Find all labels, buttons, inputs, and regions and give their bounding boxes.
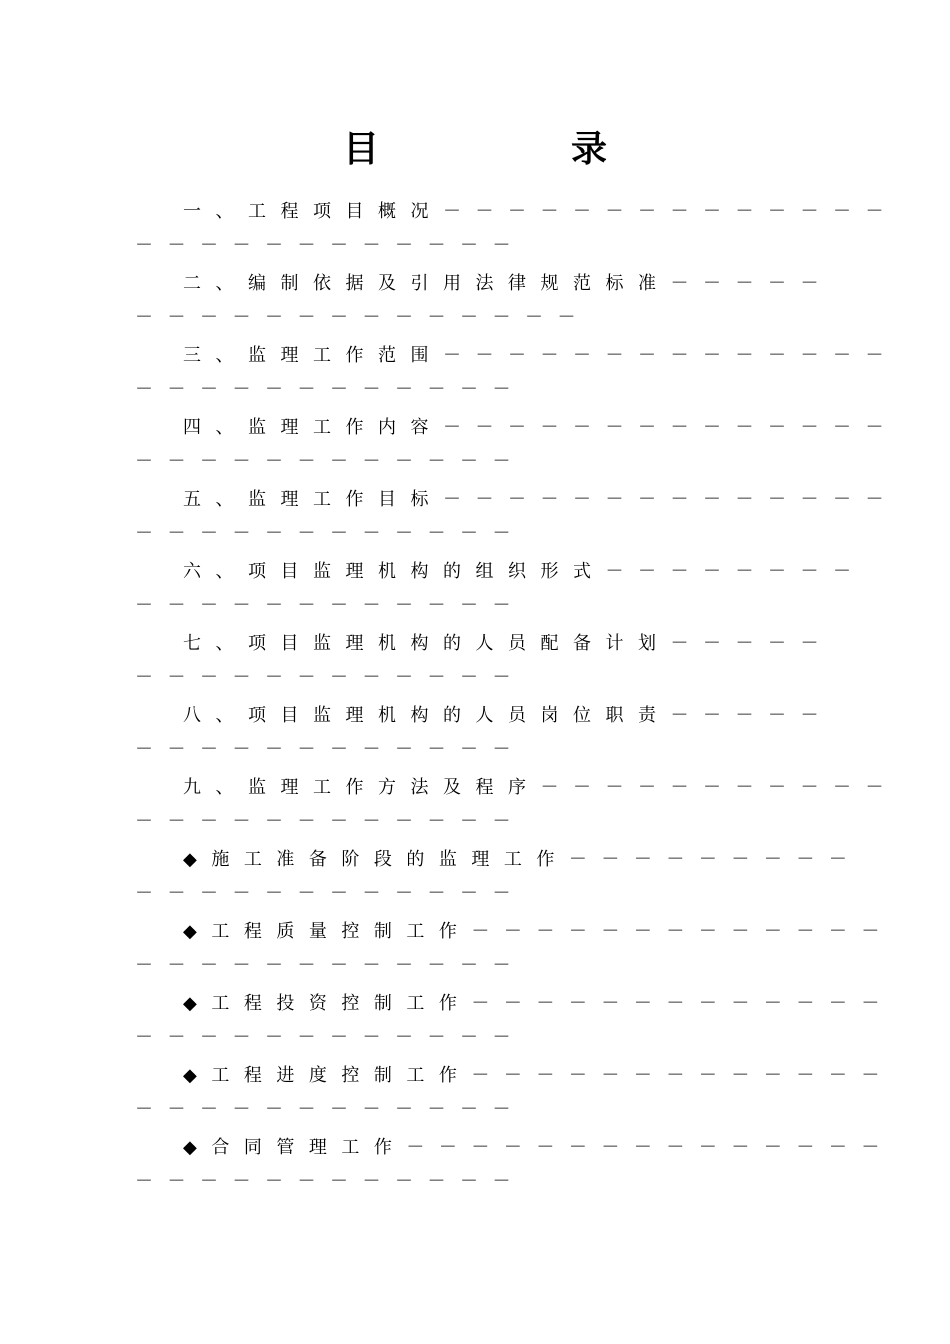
toc-entry[interactable] <box>135 838 862 910</box>
toc-entry-text: ◆合同管理工作－－－－－－－－－－－－－－－ <box>183 1137 894 1158</box>
toc-entry-text: 八、项目监理机构的人员岗位职责－－－－－ <box>183 705 833 726</box>
toc-entry[interactable] <box>135 1126 894 1198</box>
toc-entry-leader: －－－－－－－－－－－－ <box>135 235 525 256</box>
toc-entry[interactable] <box>135 334 898 406</box>
toc-entry[interactable] <box>135 766 898 838</box>
toc-entry-leader: －－－－－－－－－－－－ <box>135 955 525 976</box>
toc-entry-text: ◆工程投资控制工作－－－－－－－－－－－－－ <box>183 993 894 1014</box>
toc-entry[interactable] <box>135 694 833 766</box>
toc-entry-text: ◆工程质量控制工作－－－－－－－－－－－－－ <box>183 921 894 942</box>
toc-entry-text: ◆工程进度控制工作－－－－－－－－－－－－－ <box>183 1065 894 1086</box>
table-of-contents <box>135 190 898 1198</box>
toc-entry-leader: －－－－－－－－－－－－ <box>135 379 525 400</box>
toc-entry[interactable] <box>135 478 898 550</box>
toc-entry[interactable] <box>135 982 894 1054</box>
toc-entry-text: 五、监理工作目标－－－－－－－－－－－－－－ <box>183 489 898 510</box>
toc-entry-text: 二、编制依据及引用法律规范标准－－－－－ <box>183 273 833 294</box>
toc-entry-leader: －－－－－－－－－－－－－－ <box>135 307 590 328</box>
toc-entry[interactable] <box>135 550 866 622</box>
toc-entry-leader: －－－－－－－－－－－－ <box>135 1171 525 1192</box>
toc-entry-leader: －－－－－－－－－－－－ <box>135 739 525 760</box>
toc-entry-text: 三、监理工作范围－－－－－－－－－－－－－－ <box>183 345 898 366</box>
toc-entry[interactable] <box>135 406 898 478</box>
toc-entry-leader: －－－－－－－－－－－－ <box>135 811 525 832</box>
toc-entry-text: ◆施工准备阶段的监理工作－－－－－－－－－ <box>183 849 862 870</box>
page-title: 目 录 <box>342 128 685 170</box>
toc-entry[interactable] <box>135 910 894 982</box>
toc-entry[interactable] <box>135 1054 894 1126</box>
toc-entry-text: 七、项目监理机构的人员配备计划－－－－－ <box>183 633 833 654</box>
toc-entry-leader: －－－－－－－－－－－－ <box>135 595 525 616</box>
toc-entry[interactable] <box>135 190 898 262</box>
toc-entry-leader: －－－－－－－－－－－－ <box>135 667 525 688</box>
toc-entry-leader: －－－－－－－－－－－－ <box>135 523 525 544</box>
toc-entry-leader: －－－－－－－－－－－－ <box>135 883 525 904</box>
toc-entry[interactable] <box>135 622 833 694</box>
toc-entry-leader: －－－－－－－－－－－－ <box>135 1099 525 1120</box>
toc-entry-text: 四、监理工作内容－－－－－－－－－－－－－－ <box>183 417 898 438</box>
toc-entry-text: 九、监理工作方法及程序－－－－－－－－－－－ <box>183 777 898 798</box>
toc-entry[interactable] <box>135 262 833 334</box>
toc-entry-text: 一、工程项目概况－－－－－－－－－－－－－－ <box>183 201 898 222</box>
toc-entry-leader: －－－－－－－－－－－－ <box>135 451 525 472</box>
toc-entry-leader: －－－－－－－－－－－－ <box>135 1027 525 1048</box>
toc-entry-text: 六、项目监理机构的组织形式－－－－－－－－ <box>183 561 866 582</box>
